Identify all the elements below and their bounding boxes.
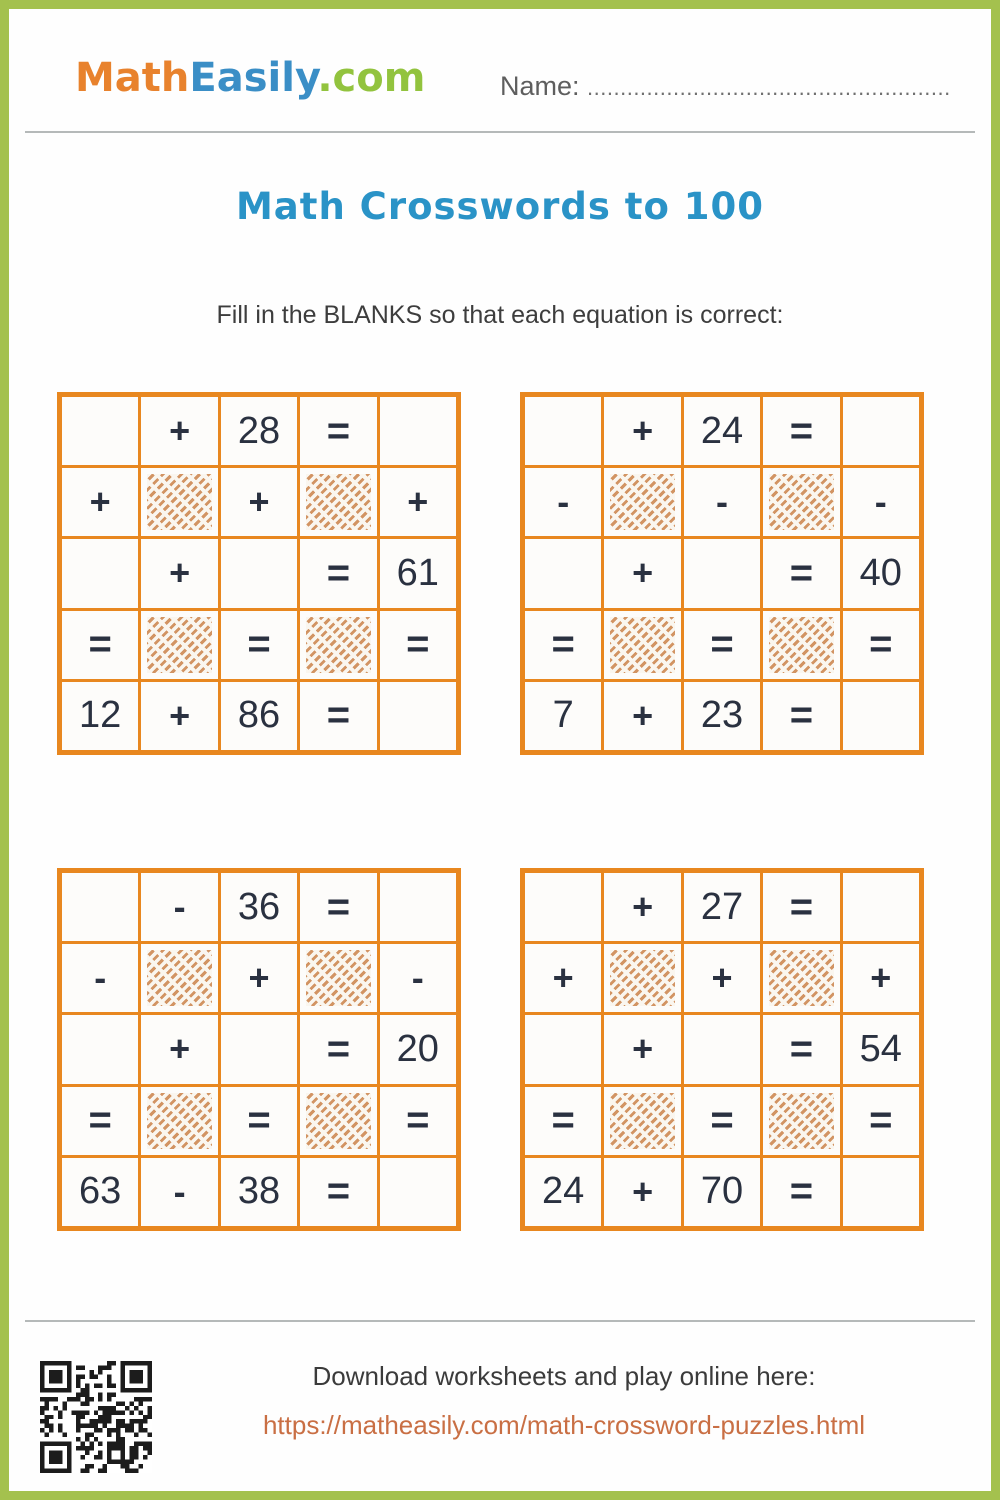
hatch-pattern: [147, 617, 211, 673]
cell-number: 28: [221, 397, 297, 465]
cell-operator: =: [525, 611, 601, 679]
cell-number: 40: [843, 539, 919, 607]
instruction-text: Fill in the BLANKS so that each equation is correct:: [216, 301, 784, 329]
logo-part-easily: Easily: [189, 55, 318, 101]
cell-operator: =: [62, 611, 138, 679]
cell-operator: =: [300, 873, 376, 941]
cell-operator: +: [684, 944, 760, 1012]
cell-blank: [684, 1015, 760, 1083]
cell-blank: [62, 397, 138, 465]
crossword-grid-top-right: [520, 392, 924, 755]
cell-number: 54: [843, 1015, 919, 1083]
cell-blank: [843, 397, 919, 465]
cell-hatched: [300, 944, 376, 1012]
hatch-pattern: [306, 617, 370, 673]
cell-blank: [684, 539, 760, 607]
cell-operator: -: [141, 1158, 217, 1226]
cell-operator: +: [141, 682, 217, 750]
hatch-pattern: [610, 950, 674, 1006]
cell-operator: =: [843, 611, 919, 679]
cell-operator: =: [300, 1158, 376, 1226]
cell-operator: -: [843, 468, 919, 536]
cell-operator: =: [763, 682, 839, 750]
cell-blank: [380, 682, 456, 750]
footer-text-block: [159, 1361, 969, 1441]
cell-operator: +: [221, 468, 297, 536]
cell-hatched: [604, 468, 680, 536]
cell-operator: =: [684, 1087, 760, 1155]
cell-hatched: [141, 944, 217, 1012]
cell-blank: [843, 1158, 919, 1226]
cell-hatched: [763, 1087, 839, 1155]
hatch-pattern: [610, 474, 674, 530]
cell-blank: [62, 873, 138, 941]
cell-operator: =: [763, 539, 839, 607]
cell-operator: =: [763, 397, 839, 465]
cell-number: 24: [525, 1158, 601, 1226]
cell-hatched: [141, 1087, 217, 1155]
cell-operator: =: [221, 1087, 297, 1155]
cell-hatched: [141, 611, 217, 679]
cell-number: 27: [684, 873, 760, 941]
cell-operator: +: [380, 468, 456, 536]
cell-operator: +: [141, 1015, 217, 1083]
cell-blank: [843, 682, 919, 750]
cell-number: 86: [221, 682, 297, 750]
cell-operator: +: [843, 944, 919, 1012]
cell-blank: [525, 397, 601, 465]
cell-number: 38: [221, 1158, 297, 1226]
header-divider: [25, 131, 975, 133]
cell-blank: [525, 873, 601, 941]
cell-operator: =: [763, 1015, 839, 1083]
cell-operator: +: [525, 944, 601, 1012]
cell-number: 23: [684, 682, 760, 750]
cell-operator: =: [763, 873, 839, 941]
cell-hatched: [604, 944, 680, 1012]
cell-hatched: [300, 468, 376, 536]
cell-hatched: [604, 1087, 680, 1155]
cell-operator: =: [300, 1015, 376, 1083]
cell-blank: [380, 1158, 456, 1226]
cell-operator: =: [300, 397, 376, 465]
cell-operator: =: [843, 1087, 919, 1155]
cell-operator: +: [604, 873, 680, 941]
hatch-pattern: [769, 950, 833, 1006]
name-label: Name:: [500, 71, 588, 101]
hatch-pattern: [769, 617, 833, 673]
cell-operator: =: [221, 611, 297, 679]
cell-hatched: [300, 1087, 376, 1155]
footer-divider: [25, 1320, 975, 1322]
cell-operator: +: [62, 468, 138, 536]
cell-blank: [380, 397, 456, 465]
cell-operator: =: [525, 1087, 601, 1155]
matheasily-logo: [75, 55, 425, 101]
cell-number: 63: [62, 1158, 138, 1226]
cell-number: 20: [380, 1015, 456, 1083]
cell-operator: +: [221, 944, 297, 1012]
cell-operator: -: [684, 468, 760, 536]
hatch-pattern: [147, 1093, 211, 1149]
qr-code: [40, 1358, 152, 1476]
cell-operator: =: [380, 611, 456, 679]
cell-number: 7: [525, 682, 601, 750]
cell-operator: +: [604, 397, 680, 465]
hatch-pattern: [769, 1093, 833, 1149]
cell-blank: [221, 1015, 297, 1083]
cell-operator: -: [380, 944, 456, 1012]
cell-operator: +: [604, 1158, 680, 1226]
hatch-pattern: [306, 474, 370, 530]
name-field: [500, 71, 951, 102]
crossword-grid-bottom-left: [57, 868, 461, 1231]
cell-blank: [221, 539, 297, 607]
cell-number: 70: [684, 1158, 760, 1226]
cell-blank: [525, 539, 601, 607]
hatch-pattern: [306, 1093, 370, 1149]
logo-part-com: .com: [317, 55, 426, 101]
cell-number: 12: [62, 682, 138, 750]
cell-operator: +: [141, 539, 217, 607]
hatch-pattern: [769, 474, 833, 530]
cell-operator: -: [62, 944, 138, 1012]
cell-operator: =: [763, 1158, 839, 1226]
cell-operator: =: [300, 539, 376, 607]
cell-operator: =: [380, 1087, 456, 1155]
cell-blank: [380, 873, 456, 941]
hatch-pattern: [610, 617, 674, 673]
hatch-pattern: [306, 950, 370, 1006]
cell-blank: [62, 539, 138, 607]
cell-operator: -: [141, 873, 217, 941]
hatch-pattern: [147, 474, 211, 530]
cell-operator: +: [141, 397, 217, 465]
cell-operator: =: [684, 611, 760, 679]
footer-url-link[interactable]: https://matheasily.com/math-crossword-puzzles.html: [262, 1410, 866, 1440]
cell-operator: =: [62, 1087, 138, 1155]
cell-number: 61: [380, 539, 456, 607]
cell-blank: [62, 1015, 138, 1083]
hatch-pattern: [147, 950, 211, 1006]
cell-operator: =: [300, 682, 376, 750]
cell-hatched: [141, 468, 217, 536]
cell-operator: +: [604, 1015, 680, 1083]
page-title: Math Crosswords to 100: [235, 185, 765, 228]
crossword-grid-top-left: [57, 392, 461, 755]
logo-part-math: Math: [75, 55, 190, 101]
footer-caption: Download worksheets and play online here:: [312, 1361, 816, 1391]
cell-blank: [843, 873, 919, 941]
cell-operator: -: [525, 468, 601, 536]
cell-number: 36: [221, 873, 297, 941]
cell-operator: +: [604, 539, 680, 607]
cell-hatched: [763, 468, 839, 536]
cell-hatched: [300, 611, 376, 679]
cell-operator: +: [604, 682, 680, 750]
cell-hatched: [763, 944, 839, 1012]
cell-hatched: [604, 611, 680, 679]
crossword-grid-bottom-right: [520, 868, 924, 1231]
cell-number: 24: [684, 397, 760, 465]
hatch-pattern: [610, 1093, 674, 1149]
name-dots-line: .......................................................: [587, 75, 951, 100]
cell-hatched: [763, 611, 839, 679]
cell-blank: [525, 1015, 601, 1083]
